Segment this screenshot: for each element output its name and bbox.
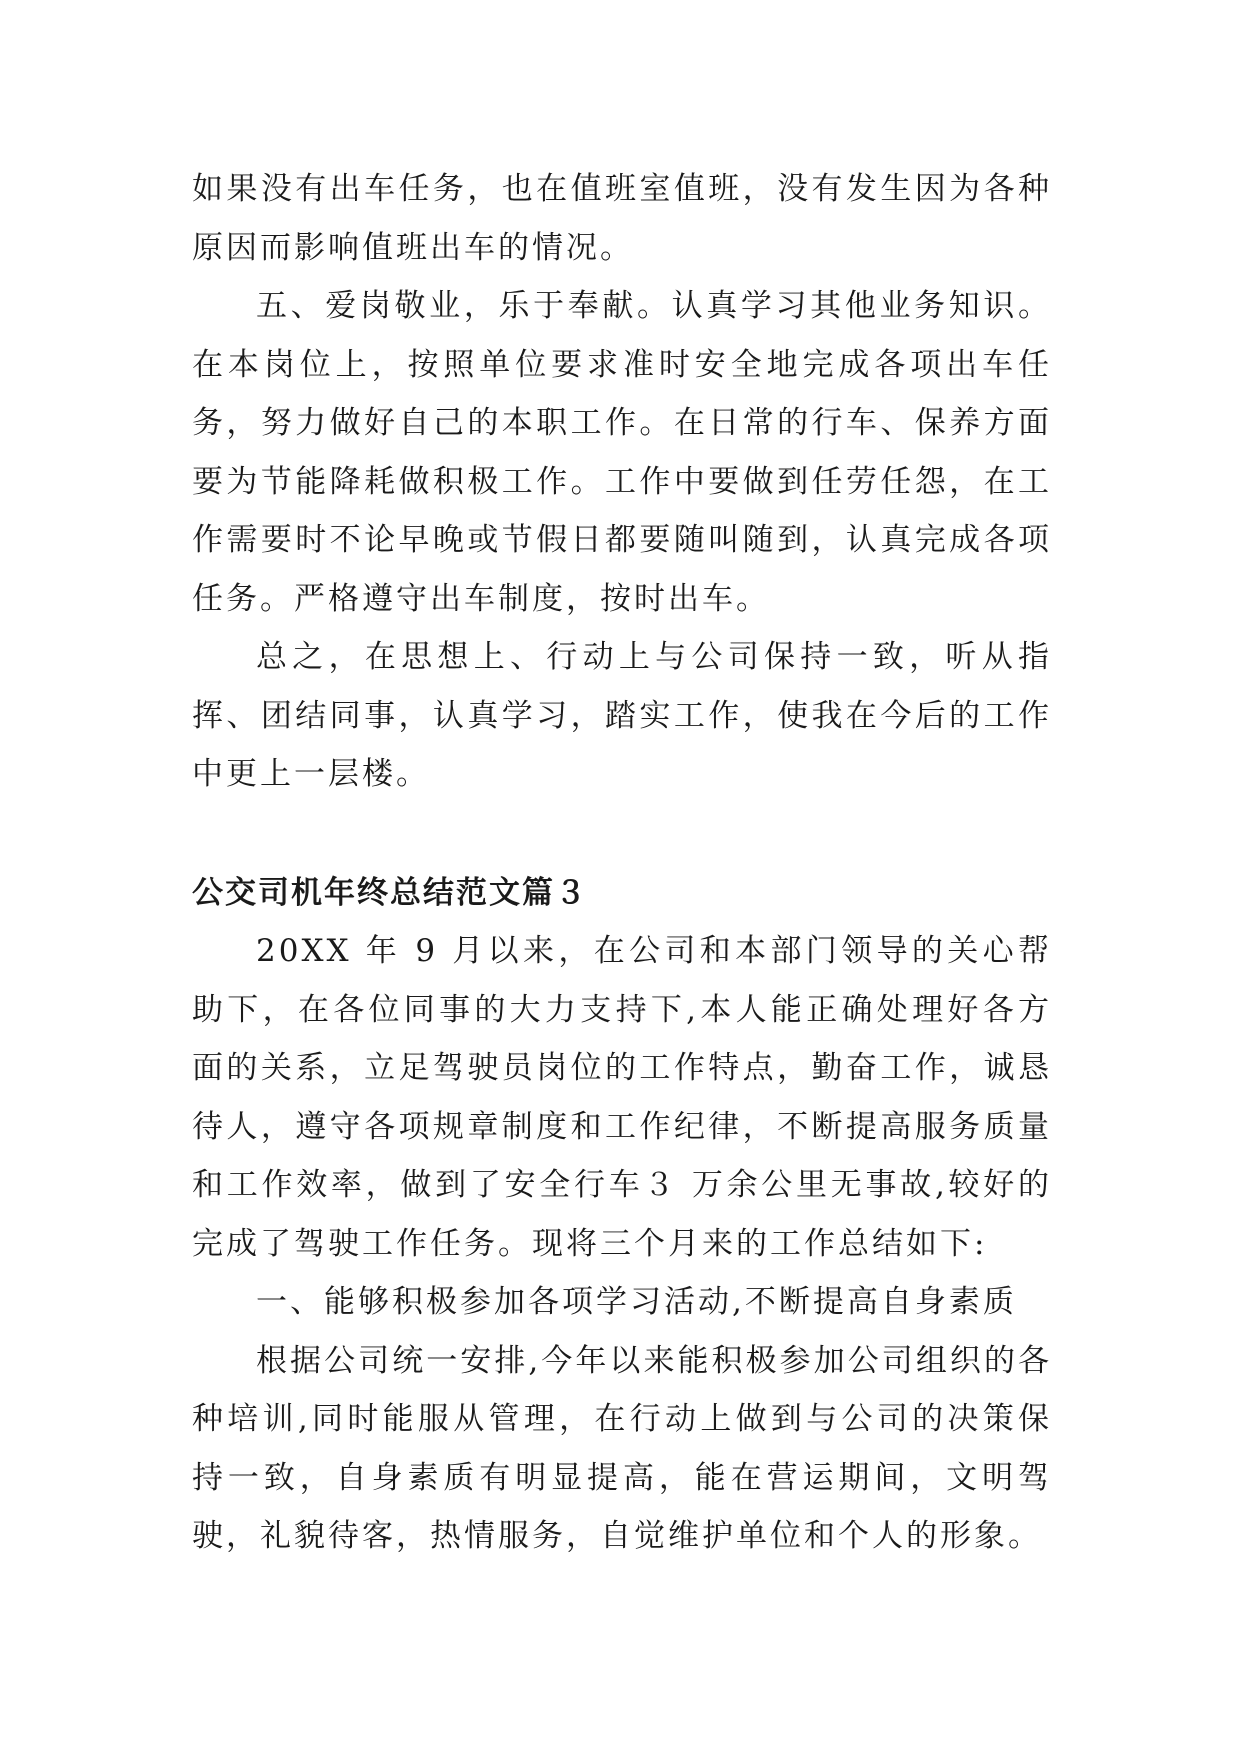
paragraph-continuation: 如果没有出车任务，也在值班室值班，没有发生因为各种原因而影响值班出车的情况。 bbox=[192, 171, 1052, 266]
paragraph-intro: 20XX 年 9 月以来，在公司和本部门领导的关心帮助下，在各位同事的大力支持下,本人能正确处理好各方面的关系，立足驾驶员岗位的工作特点，勤奋工作，诚恳待人，遵守各项规章制度和工作纪律，不断提高服务质量和工作效率，做到了安全行车３ 万余公里无事故,较好的完成了驾驶工作任务。现将三个月来的工作总结如下: bbox=[192, 933, 1052, 1262]
section-heading: 公交司机年终总结范文篇３ bbox=[192, 874, 588, 911]
document-body bbox=[192, 160, 1052, 1566]
paragraph-point-five: 五、爱岗敬业，乐于奉献。认真学习其他业务知识。在本岗位上，按照单位要求准时安全地完成各项出车任务，努力做好自己的本职工作。在日常的行车、保养方面要为节能降耗做积极工作。工作中要做到任劳任怨，在工作需要时不论早晚或节假日都要随叫随到，认真完成各项任务。严格遵守出车制度，按时出车。 bbox=[192, 288, 1052, 617]
paragraph-conclusion: 总之，在思想上、行动上与公司保持一致，听从指挥、团结同事，认真学习，踏实工作，使我在今后的工作中更上一层楼。 bbox=[192, 639, 1052, 792]
paragraph-point-one-title: 一、能够积极参加各项学习活动,不断提高自身素质 bbox=[256, 1284, 1017, 1320]
paragraph-point-one-body: 根据公司统一安排,今年以来能积极参加公司组织的各种培训,同时能服从管理，在行动上做到与公司的决策保持一致，自身素质有明显提高，能在营运期间，文明驾驶，礼貌待客，热情服务，自觉维护单位和个人的形象。 bbox=[192, 1342, 1052, 1554]
